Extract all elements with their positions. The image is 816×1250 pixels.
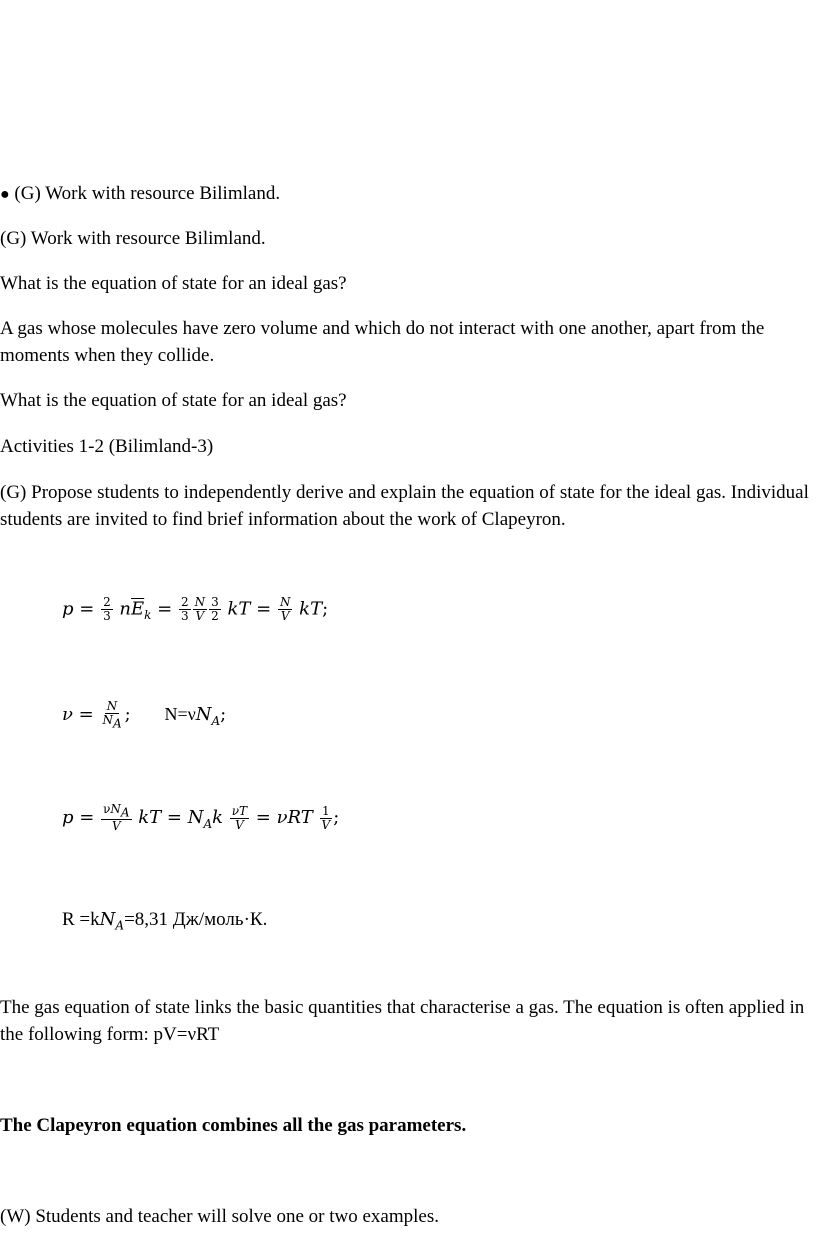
fraction: $\frac{3}{2}$ [211, 595, 219, 623]
question-ideal-gas-repeat: What is the equation of state for an ideal gas? [0, 390, 347, 411]
equation-pressure: p = $\frac{2}{3}$ $n\overline{E}_k$ = $\frac{2}{3}$ $\frac{N}{V}$ $\frac{3}{2}$ kT = $\frac{N}{V}$ kT; [62, 595, 329, 623]
fraction: $\frac{N}{V}$ [279, 595, 291, 623]
equation-amount: ν = $\frac{N}{N_A}$ ; $N=\nu N_A$; [62, 699, 227, 731]
fraction: $\frac{\nu T}{V}$ [231, 803, 248, 832]
gas-constant-line [62, 906, 267, 940]
fraction: $\frac{2}{3}$ [180, 595, 189, 623]
gas-constant-value: =8,31 Дж/моль·К. [124, 909, 268, 930]
equation-pressure-molar: p = $\frac{\nu N_A}{V}$ kT = $N_Ak$ $\frac{\nu T}{V}$ = νRT $\frac{1}{V}$ ; [62, 802, 340, 834]
fraction: $\frac{N}{V}$ [194, 595, 206, 623]
gas-constant-lead: R =k [62, 909, 100, 930]
examples-line: (W) Students and teacher will solve one or two examples. [0, 1206, 439, 1227]
summary-paragraph: The gas equation of state links the basic quantities that characterise a gas. The equation is often applied in the following form: pV=νRT [0, 997, 805, 1045]
clapeyron-statement: The Clapeyron equation combines all the gas parameters. [0, 1115, 467, 1136]
heading-resource: (G) Work with resource Bilimland. [0, 228, 266, 249]
fraction: $\frac{1}{V}$ [321, 803, 331, 832]
proposal-paragraph: (G) Propose students to independently derive and explain the equation of state for the ideal gas. Individual students are invited to find brief information about the work of Clapeyron. [0, 482, 809, 530]
question-ideal-gas: What is the equation of state for an ideal gas? [0, 273, 347, 294]
activities-label: Activities 1-2 (Bilimland-3) [0, 436, 214, 457]
fraction: $\frac{\nu N_A}{V}$ [103, 802, 130, 834]
ideal-gas-definition: A gas whose molecules have zero volume and which do not interact with one another, apart from the moments when they collide. [0, 318, 765, 366]
gas-constant-symbol: $N_A$ [99, 909, 125, 933]
bullet-heading-line [0, 180, 280, 208]
bullet-icon: ● [0, 186, 10, 203]
bullet-heading-text: (G) Work with resource Bilimland. [14, 183, 281, 204]
fraction: $\frac{2}{3}$ [103, 595, 111, 623]
fraction: $\frac{N}{N_A}$ [102, 699, 122, 731]
